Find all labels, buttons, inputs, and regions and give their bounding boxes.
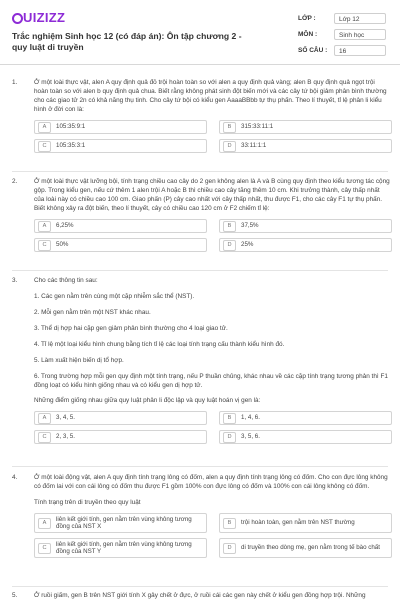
option-text: 3, 4, 5. bbox=[56, 414, 75, 422]
option-text: 25% bbox=[241, 241, 254, 249]
option-letter: D bbox=[223, 240, 236, 251]
option-text: 37,5% bbox=[241, 222, 259, 230]
option-d[interactable] bbox=[219, 430, 392, 444]
question-number: 5. bbox=[12, 592, 18, 599]
question-divider bbox=[12, 171, 388, 172]
option-c[interactable] bbox=[34, 139, 207, 153]
option-a[interactable] bbox=[34, 219, 207, 233]
option-text: 50% bbox=[56, 241, 69, 249]
question-text: Ở một loài động vật, alen A quy định tính trạng lông có đốm, alen a quy định tính trạng lông có đốm. Cho con đực lông không có đốm lai với con cái lông có đốm thu được F1 gồm 100% con đực lông có đốm và 100% con cái lông không có đốm. bbox=[34, 474, 388, 490]
option-text: 2, 3, 5. bbox=[56, 433, 75, 441]
answer-options bbox=[34, 513, 390, 558]
option-letter: B bbox=[223, 122, 236, 133]
option-letter: C bbox=[38, 543, 51, 554]
question-text: Ở một loài thực vật, alen A quy định quả đỏ trội hoàn toàn so với alen a quy định quả vàng; alen B quy định quả ngọt trội hoàn toàn so với alen b quy định quả chua. Biết rằng không phát sinh đột biến mới và các cây tứ bội giảm phân bình thường cho các giao tử 2n có khả năng thụ tinh. Cho cây tứ bội có kiểu gen AaaaBBbb tự thụ phấn. Theo lí thuyết, tỉ lệ phân li kiểu hình ở đời con là: bbox=[34, 79, 387, 113]
option-letter: B bbox=[223, 518, 236, 529]
option-letter: C bbox=[38, 432, 51, 443]
meta-count-label: SỐ CÂU : bbox=[298, 47, 328, 54]
question-3 bbox=[12, 276, 390, 444]
question-number: 4. bbox=[12, 474, 18, 481]
question-text: Cho các thông tin sau: bbox=[34, 277, 98, 284]
answer-options bbox=[34, 219, 390, 252]
option-a[interactable] bbox=[34, 411, 207, 425]
question-number: 3. bbox=[12, 277, 18, 284]
option-letter: A bbox=[38, 413, 51, 424]
meta-count bbox=[298, 44, 386, 57]
option-letter: B bbox=[223, 221, 236, 232]
option-letter: D bbox=[223, 543, 236, 554]
answer-options bbox=[34, 120, 390, 153]
meta-subject-value: Sinh học bbox=[334, 29, 386, 40]
option-text: liên kết giới tính, gen nằm trên vùng không tương đồng của NST X bbox=[56, 515, 192, 530]
meta-class bbox=[298, 12, 386, 25]
meta-subject-label: MÔN : bbox=[298, 31, 318, 38]
option-a[interactable] bbox=[34, 120, 207, 134]
option-c[interactable] bbox=[34, 430, 207, 444]
quizizz-logo bbox=[12, 10, 65, 25]
meta-class-label: LỚP : bbox=[298, 15, 316, 22]
question-text: Ở một loài thực vật lưỡng bội, tính trạng chiều cao cây do 2 gen không alen là A và B cùng quy định theo kiểu tương tác cộng gộp. Trong kiểu gen, nếu cứ thêm 1 alen trội A hoặc B thì chiều cao cây tăng thêm 10 cm. Khi trưởng thành, cây thấp nhất của loài này có chiều cao 100 cm. Giao phấn (P) cây cao nhất với cây thấp nhất, thu được F1, cho các cây F1 tự thụ phấn. Biết không xảy ra đột biến, theo lí thuyết, cây có chiều cao 120 cm ở F2 chiếm tỉ lệ: bbox=[34, 178, 390, 212]
option-text: 315:33:11:1 bbox=[241, 123, 274, 131]
statement-6: 6. Trong trường hợp mỗi gen quy định một tính trạng, nếu P thuần chủng, khác nhau về các cặp tính trạng tương phản thì F1 đồng loạt có kiểu hình giống nhau và có kiểu gen dị hợp tử. bbox=[34, 373, 388, 389]
answer-options bbox=[34, 411, 390, 444]
meta-class-value: Lớp 12 bbox=[334, 13, 386, 24]
statement-5: 5. Làm xuất hiện biến dị tổ hợp. bbox=[34, 357, 124, 364]
option-letter: B bbox=[223, 413, 236, 424]
logo-q-icon bbox=[12, 13, 23, 24]
worksheet-meta bbox=[298, 12, 386, 60]
question-prompt: Những điểm giống nhau giữa quy luật phân li độc lập và quy luật hoán vị gen là: bbox=[34, 397, 261, 404]
meta-count-value: 16 bbox=[334, 45, 386, 56]
option-d[interactable] bbox=[219, 238, 392, 252]
question-4 bbox=[12, 473, 390, 558]
option-letter: A bbox=[38, 221, 51, 232]
option-c[interactable] bbox=[34, 538, 207, 558]
question-divider bbox=[12, 586, 388, 587]
statement-3: 3. Thể dị hợp hai cặp gen giảm phân bình thường cho 4 loại giao tử. bbox=[34, 325, 228, 332]
option-c[interactable] bbox=[34, 238, 207, 252]
option-b[interactable] bbox=[219, 120, 392, 134]
option-letter: C bbox=[38, 141, 51, 152]
option-text: 33:11:1:1 bbox=[241, 142, 267, 150]
meta-subject bbox=[298, 28, 386, 41]
question-number: 2. bbox=[12, 178, 18, 185]
question-divider bbox=[12, 466, 388, 467]
worksheet-title: Trắc nghiệm Sinh học 12 (có đáp án): Ôn tập chương 2 - quy luật di truyền bbox=[12, 31, 242, 52]
statement-2: 2. Mỗi gen nằm trên một NST khác nhau. bbox=[34, 309, 151, 316]
option-text: 6,25% bbox=[56, 222, 74, 230]
question-number: 1. bbox=[12, 79, 18, 86]
option-letter: C bbox=[38, 240, 51, 251]
option-text: di truyền theo dòng mẹ, gen nằm trong tế bào chất bbox=[241, 544, 380, 552]
option-b[interactable] bbox=[219, 513, 392, 533]
question-5 bbox=[12, 591, 390, 600]
question-prompt: Tính trạng trên di truyền theo quy luật bbox=[34, 499, 141, 506]
logo-text: UIZIZZ bbox=[23, 10, 66, 25]
option-letter: A bbox=[38, 122, 51, 133]
option-text: 105:35:3:1 bbox=[56, 142, 86, 150]
question-divider bbox=[12, 270, 388, 271]
option-text: 1, 4, 6. bbox=[241, 414, 260, 422]
option-text: 3, 5, 6. bbox=[241, 433, 260, 441]
question-1 bbox=[12, 78, 390, 153]
worksheet-header bbox=[0, 0, 400, 65]
option-d[interactable] bbox=[219, 538, 392, 558]
question-text: Ở ruồi giấm, gen B trên NST giới tính X gây chết ở đực, ở ruồi cái các gen này chết ở kiểu gen đồng hợp trội. Những bbox=[34, 592, 366, 599]
statement-1: 1. Các gen nằm trên cùng một cặp nhiễm sắc thể (NST). bbox=[34, 293, 195, 300]
option-a[interactable] bbox=[34, 513, 207, 533]
statement-4: 4. Tỉ lệ một loại kiểu hình chung bằng tích tỉ lệ các loại tính trạng cấu thành kiểu hình đó. bbox=[34, 341, 285, 348]
option-b[interactable] bbox=[219, 411, 392, 425]
option-letter: D bbox=[223, 432, 236, 443]
option-text: 105:35:9:1 bbox=[56, 123, 86, 131]
question-2 bbox=[12, 177, 390, 252]
option-letter: D bbox=[223, 141, 236, 152]
option-text: trội hoàn toàn, gen nằm trên NST thường bbox=[241, 519, 355, 527]
option-b[interactable] bbox=[219, 219, 392, 233]
option-d[interactable] bbox=[219, 139, 392, 153]
option-text: liên kết giới tính, gen nằm trên vùng không tương đồng của NST Y bbox=[56, 540, 192, 555]
option-letter: A bbox=[38, 518, 51, 529]
